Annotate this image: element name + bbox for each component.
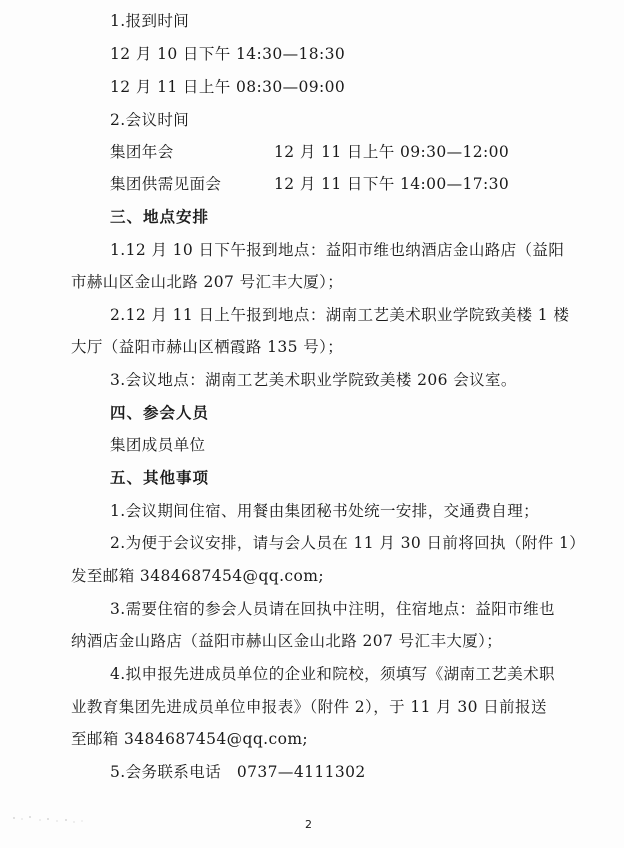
paragraph-line: 3.需要住宿的参会人员请在回执中注明，住宿地点：益阳市维也 — [110, 600, 555, 618]
paragraph-line: 3.会议地点：湖南工艺美术职业学院致美楼 206 会议室。 — [110, 371, 517, 389]
paragraph-line: 集团成员单位 — [110, 436, 206, 454]
paragraph-line: 市赫山区金山北路 207 号汇丰大厦）； — [71, 273, 344, 291]
paragraph-line: 至邮箱 3484687454@qq.com; — [71, 730, 309, 748]
item-meeting-time: 2.会议时间 — [110, 111, 190, 129]
paragraph-line: 2.12 月 11 日上午报到地点：湖南工艺美术职业学院致美楼 1 楼 — [110, 306, 570, 324]
paragraph-line: 纳酒店金山路店（益阳市赫山区金山北路 207 号汇丰大厦）； — [71, 632, 503, 650]
schedule-event: 集团供需见面会 — [110, 175, 222, 193]
paragraph-line: 1.12 月 10 日下午报到地点：益阳市维也纳酒店金山路店（益阳 — [110, 241, 565, 259]
schedule-row — [110, 174, 510, 194]
schedule-event: 集团年会 — [110, 143, 174, 161]
paragraph-line: 2.为便于会议安排，请与会人员在 11 月 30 日前将回执（附件 1） — [110, 534, 586, 552]
page-number: 2 — [305, 818, 312, 831]
paragraph-line: 业教育集团先进成员单位申报表》（附件 2），于 11 月 30 日前报送 — [71, 698, 547, 716]
scan-noise — [10, 810, 100, 824]
section-heading-attendees: 四、参会人员 — [110, 403, 210, 422]
section-heading-location: 三、地点安排 — [110, 207, 210, 226]
registration-time-day1: 12 月 10 日下午 14:30—18:30 — [110, 45, 346, 63]
schedule-time: 12 月 11 日下午 14:00—17:30 — [274, 175, 510, 193]
paragraph-line: 大厅（益阳市赫山区栖霞路 135 号）； — [71, 338, 344, 356]
paragraph-line: 5.会务联系电话 0737—4111302 — [110, 763, 366, 781]
paragraph-line: 发至邮箱 3484687454@qq.com; — [71, 567, 324, 585]
schedule-row — [110, 142, 510, 162]
item-registration-time: 1.报到时间 — [110, 12, 190, 30]
schedule-time: 12 月 11 日上午 09:30—12:00 — [274, 143, 510, 161]
paragraph-line: 4.拟申报先进成员单位的企业和院校，须填写《湖南工艺美术职 — [110, 665, 555, 683]
section-heading-other: 五、其他事项 — [110, 468, 210, 487]
registration-time-day2: 12 月 11 日上午 08:30—09:00 — [110, 78, 346, 96]
paragraph-line: 1.会议期间住宿、用餐由集团秘书处统一安排，交通费自理； — [110, 502, 539, 520]
